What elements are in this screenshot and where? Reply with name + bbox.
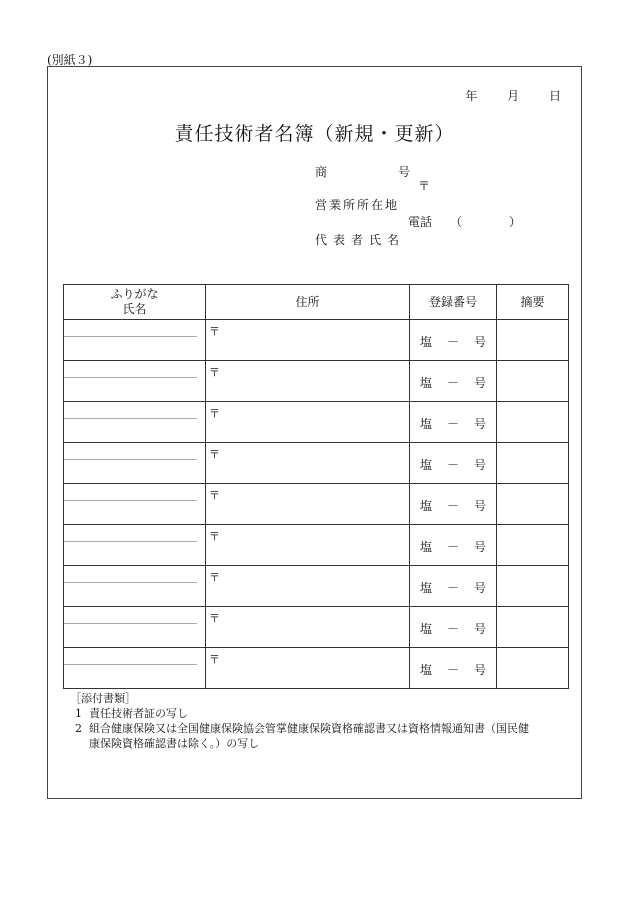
reg-dash: － <box>446 662 459 677</box>
reg-dash: － <box>446 375 459 390</box>
table-row <box>64 525 569 566</box>
phone-close-paren: ） <box>509 215 522 229</box>
furigana-divider <box>64 664 197 665</box>
name-cell[interactable] <box>64 443 206 484</box>
postal-mark: 〒 <box>209 448 220 461</box>
attachment-item <box>70 706 529 721</box>
name-cell[interactable] <box>64 607 206 648</box>
registration-number-cell[interactable] <box>410 320 497 361</box>
technician-roster-table <box>63 284 569 689</box>
furigana-divider <box>64 541 197 542</box>
registration-number-cell[interactable] <box>410 525 497 566</box>
header-address: 住所 <box>206 285 410 320</box>
remarks-cell[interactable] <box>497 607 569 648</box>
reg-dash: － <box>446 621 459 636</box>
trade-name-label-2: 号 <box>398 165 411 179</box>
postal-mark: 〒 <box>209 612 220 625</box>
reg-prefix: 塩 <box>420 539 433 554</box>
postal-mark: 〒 <box>209 530 220 543</box>
address-cell[interactable] <box>206 443 410 484</box>
furigana-divider <box>64 377 197 378</box>
address-cell[interactable] <box>206 566 410 607</box>
registration-number-cell[interactable] <box>410 443 497 484</box>
office-location-label: 営業所所在地 <box>315 198 400 212</box>
table-row <box>64 443 569 484</box>
remarks-cell[interactable] <box>497 566 569 607</box>
form-title: 責任技術者名簿（新規・更新） <box>174 123 455 145</box>
table-row <box>64 402 569 443</box>
table-header-row <box>64 285 569 320</box>
reg-dash: － <box>446 416 459 431</box>
name-cell[interactable] <box>64 484 206 525</box>
table-row <box>64 607 569 648</box>
table-row <box>64 320 569 361</box>
name-cell[interactable] <box>64 648 206 689</box>
attachment-number: 1 <box>75 707 82 720</box>
reg-suffix: 号 <box>473 416 486 431</box>
reg-dash: － <box>446 334 459 349</box>
reg-prefix: 塩 <box>420 457 433 472</box>
address-cell[interactable] <box>206 320 410 361</box>
reg-suffix: 号 <box>473 580 486 595</box>
attachments <box>70 691 529 751</box>
form-frame <box>47 66 582 799</box>
remarks-cell[interactable] <box>497 443 569 484</box>
applicant-block <box>315 163 545 253</box>
address-cell[interactable] <box>206 361 410 402</box>
remarks-cell[interactable] <box>497 361 569 402</box>
reg-prefix: 塩 <box>420 580 433 595</box>
header-furigana-name <box>64 285 206 320</box>
postal-mark: 〒 <box>209 571 220 584</box>
date-month: 月 <box>507 89 520 103</box>
furigana-divider <box>64 623 197 624</box>
reg-suffix: 号 <box>473 621 486 636</box>
header-registration-number: 登録番号 <box>410 285 497 320</box>
reg-prefix: 塩 <box>420 621 433 636</box>
registration-number-cell[interactable] <box>410 648 497 689</box>
reg-prefix: 塩 <box>420 416 433 431</box>
phone-label: 電話 <box>408 215 433 229</box>
name-cell[interactable] <box>64 361 206 402</box>
date-line <box>465 87 561 104</box>
attachments-heading: ［添付書類］ <box>70 692 136 705</box>
reg-dash: － <box>446 580 459 595</box>
registration-number-cell[interactable] <box>410 402 497 443</box>
representative-label: 代表者氏名 <box>315 233 406 247</box>
reg-suffix: 号 <box>473 457 486 472</box>
address-cell[interactable] <box>206 525 410 566</box>
postal-mark: 〒 <box>209 653 220 666</box>
address-cell[interactable] <box>206 484 410 525</box>
reg-suffix: 号 <box>473 375 486 390</box>
reg-prefix: 塩 <box>420 662 433 677</box>
postal-mark: 〒 <box>209 489 220 502</box>
registration-number-cell[interactable] <box>410 607 497 648</box>
table-row <box>64 566 569 607</box>
address-cell[interactable] <box>206 607 410 648</box>
header-name: 氏名 <box>122 302 147 316</box>
reg-prefix: 塩 <box>420 334 433 349</box>
reg-dash: － <box>446 539 459 554</box>
date-year: 年 <box>465 89 478 103</box>
reg-prefix: 塩 <box>420 375 433 390</box>
registration-number-cell[interactable] <box>410 361 497 402</box>
attachment-number: 2 <box>75 722 82 735</box>
address-cell[interactable] <box>206 648 410 689</box>
table-row <box>64 361 569 402</box>
name-cell[interactable] <box>64 320 206 361</box>
registration-number-cell[interactable] <box>410 484 497 525</box>
date-day: 日 <box>548 89 561 103</box>
address-cell[interactable] <box>206 402 410 443</box>
name-cell[interactable] <box>64 525 206 566</box>
reg-suffix: 号 <box>473 498 486 513</box>
remarks-cell[interactable] <box>497 525 569 566</box>
reg-dash: － <box>446 457 459 472</box>
attachment-text: 責任技術者証の写し <box>89 707 188 720</box>
furigana-divider <box>64 418 197 419</box>
reg-suffix: 号 <box>473 662 486 677</box>
furigana-divider <box>64 500 197 501</box>
table-row <box>64 484 569 525</box>
furigana-divider <box>64 336 197 337</box>
remarks-cell[interactable] <box>497 648 569 689</box>
header-furigana: ふりがな <box>110 287 159 301</box>
reg-dash: － <box>446 498 459 513</box>
table-row <box>64 648 569 689</box>
remarks-cell[interactable] <box>497 402 569 443</box>
furigana-divider <box>64 459 197 460</box>
name-cell[interactable] <box>64 566 206 607</box>
name-cell[interactable] <box>64 402 206 443</box>
postal-mark: 〒 <box>209 407 220 420</box>
postal-mark: 〒 <box>209 325 220 338</box>
registration-number-cell[interactable] <box>410 566 497 607</box>
postal-mark: 〒 <box>418 179 431 193</box>
attachment-item <box>70 721 529 751</box>
trade-name-label-1: 商 <box>315 165 328 179</box>
reg-suffix: 号 <box>473 539 486 554</box>
reg-prefix: 塩 <box>420 498 433 513</box>
phone-open-paren: （ <box>450 215 463 229</box>
reg-suffix: 号 <box>473 334 486 349</box>
postal-mark: 〒 <box>209 366 220 379</box>
header-remarks: 摘要 <box>497 285 569 320</box>
remarks-cell[interactable] <box>497 484 569 525</box>
attachment-text: 組合健康保険又は全国健康保険協会管掌健康保険資格確認書又は資格情報通知書（国民健康保険資格確認書は除く。）の写し <box>89 722 529 750</box>
furigana-divider <box>64 582 197 583</box>
remarks-cell[interactable] <box>497 320 569 361</box>
annex-label: (別紙３) <box>47 53 93 67</box>
